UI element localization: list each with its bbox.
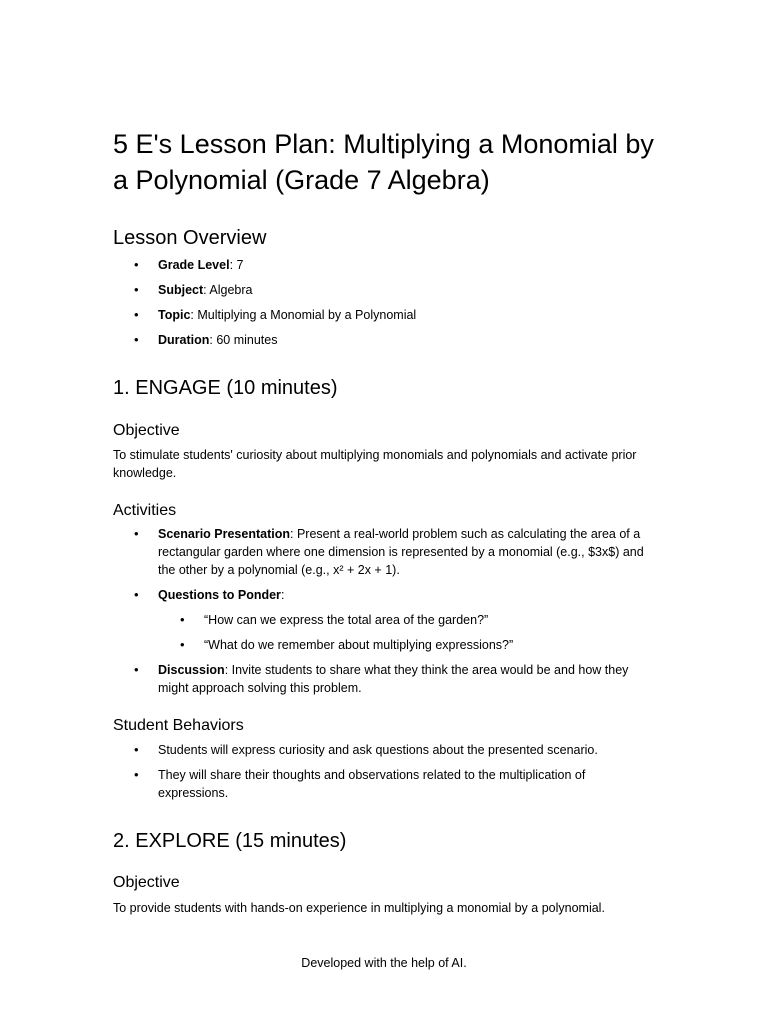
overview-list — [113, 256, 658, 356]
explore-objective-heading: Objective — [113, 874, 180, 891]
behaviors-heading: Student Behaviors — [113, 717, 244, 734]
explore-heading: 2. EXPLORE (15 minutes) — [113, 830, 347, 852]
overview-heading: Lesson Overview — [113, 227, 267, 249]
behaviors-list — [113, 741, 658, 809]
list-item: • Subject: Algebra — [113, 281, 658, 299]
list-item: • Scenario Presentation: Present a real-world problem such as calculating the area of a rectangular garden where one dimension is represented by a monomial (e.g., $3x$) and the other by a polynomial (e.g., x² + 2x + 1). — [113, 525, 658, 579]
engage-objective-heading: Objective — [113, 422, 180, 439]
engage-heading: 1. ENGAGE (10 minutes) — [113, 377, 338, 399]
engage-objective-text: To stimulate students' curiosity about multiplying monomials and polynomials and activate prior knowledge. — [113, 448, 637, 480]
list-item: • “What do we remember about multiplying expressions?” — [113, 636, 658, 654]
list-item: • Grade Level: 7 — [113, 256, 658, 274]
list-item: • Discussion: Invite students to share what they think the area would be and how they might approach solving this problem. — [113, 661, 658, 697]
page-footer: Developed with the help of AI. — [301, 956, 467, 970]
engage-activities-list — [113, 525, 658, 704]
list-item: • “How can we express the total area of the garden?” — [113, 611, 658, 629]
list-item: • They will share their thoughts and observations related to the multiplication of expressions. — [113, 766, 658, 802]
explore-objective-text: To provide students with hands-on experience in multiplying a monomial by a polynomial. — [113, 901, 605, 915]
list-item: • Duration: 60 minutes — [113, 331, 658, 349]
list-item: • Students will express curiosity and ask questions about the presented scenario. — [113, 741, 658, 759]
engage-activities-heading: Activities — [113, 502, 177, 519]
document-title: 5 E's Lesson Plan: Multiplying a Monomial by a Polynomial (Grade 7 Algebra) — [113, 129, 654, 195]
list-item: • Topic: Multiplying a Monomial by a Polynomial — [113, 306, 658, 324]
list-item: • Questions to Ponder: — [113, 586, 658, 604]
